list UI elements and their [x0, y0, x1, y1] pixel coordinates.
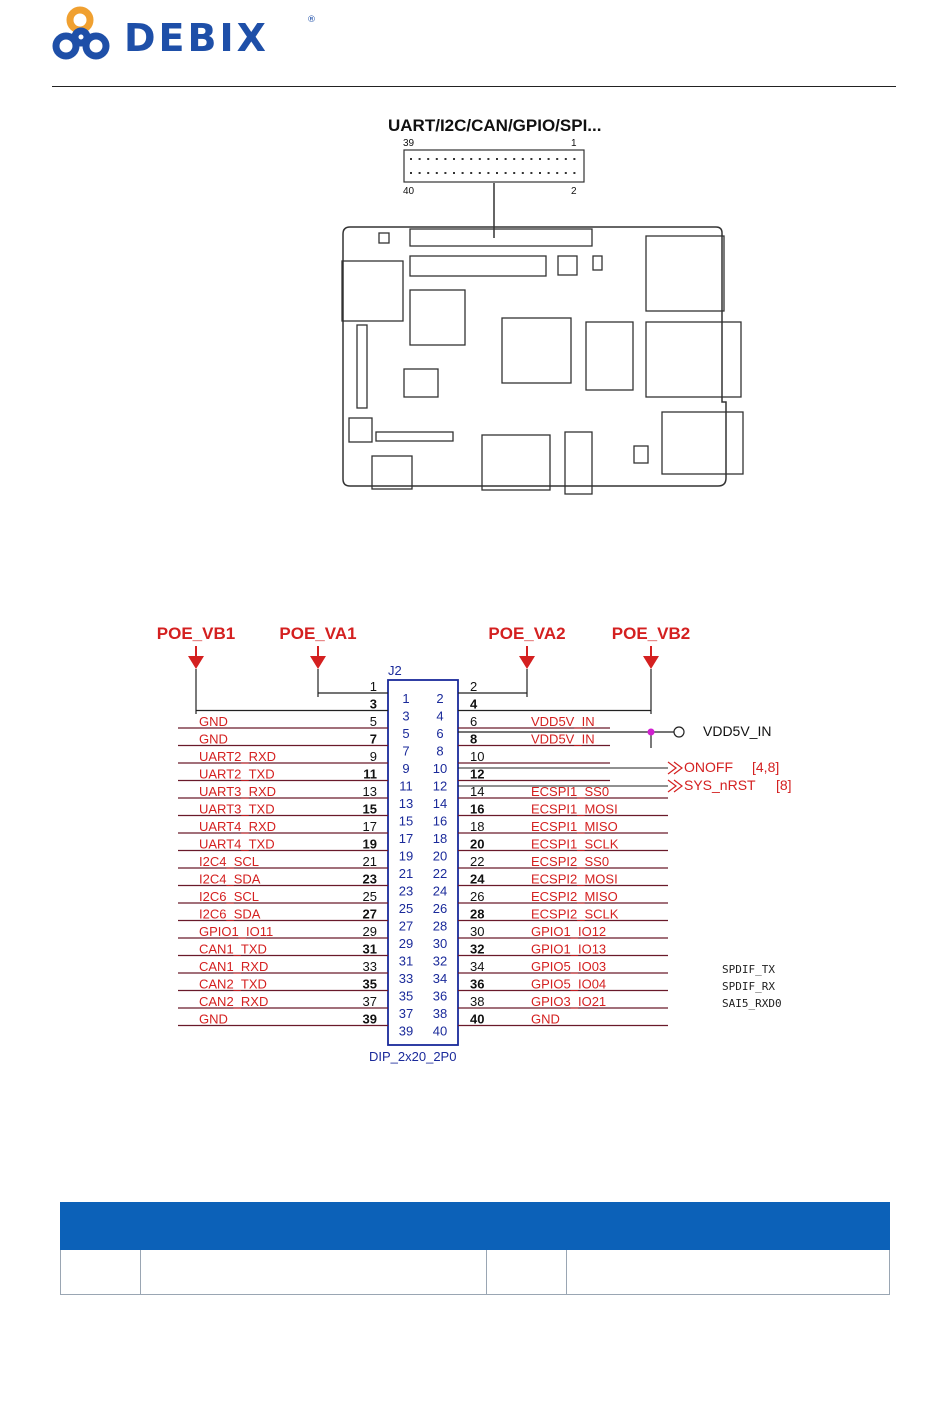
header-pin-dot [522, 158, 524, 160]
net-label-left: CAN2_TXD [199, 976, 267, 992]
net-label-left: UART3_TXD [199, 801, 275, 817]
pin-number-left: 37 [362, 994, 377, 1009]
poe-label: POE_VB1 [156, 624, 236, 643]
connector-pin-right: 38 [432, 1006, 448, 1021]
power-net-label: VDD5V_IN [703, 723, 772, 739]
table-header-cell [140, 1203, 486, 1250]
net-label-right: GPIO5_IO03 [531, 959, 607, 974]
connector-pin-left: 37 [398, 1006, 414, 1021]
header-pin-dot [470, 172, 472, 174]
pin-number-left: 21 [362, 854, 377, 869]
net-label-left: CAN2_RXD [199, 994, 269, 1009]
net-label-right: GPIO5_IO04 [531, 976, 607, 992]
net-label-left: UART2_RXD [199, 749, 277, 764]
header-pin-dot [530, 158, 532, 160]
net-label-right: VDD5V_IN [531, 714, 595, 729]
connector-pin-right: 30 [432, 936, 448, 951]
pin-number-left: 19 [362, 836, 377, 852]
net-label-right: ECSPI2_MISO [531, 889, 618, 904]
connector-pin-right: 8 [436, 743, 444, 759]
connector-pin-left: 15 [398, 813, 414, 829]
header-pin-dot [419, 158, 421, 160]
header-pin-dot [565, 158, 567, 160]
net-label-right: ECSPI1_SCLK [531, 836, 619, 852]
pin-number-left: 9 [369, 749, 377, 764]
header-pin-dot [453, 172, 455, 174]
table-header-cell [487, 1203, 567, 1250]
connector-pin-right: 28 [432, 918, 448, 934]
connector-pin-left: 23 [398, 883, 414, 899]
connector-pin-right: 2 [436, 691, 444, 706]
note-2: SPDIF_RX [722, 980, 775, 993]
pin-number-right: 12 [470, 766, 485, 782]
connector-pin-left: 17 [398, 831, 414, 846]
connector-pin-right: 20 [432, 848, 448, 864]
net-label-right: VDD5V_IN [531, 731, 595, 747]
header-pin-dot [410, 172, 412, 174]
connector-pin-left: 7 [402, 743, 410, 759]
offpage-ref: [4,8] [752, 759, 780, 775]
junction-dot [648, 729, 655, 736]
pin-number-right: 34 [470, 959, 485, 974]
pin-number-left: 3 [369, 696, 377, 712]
connector-ref: J2 [388, 663, 402, 678]
connector-pin-right: 10 [432, 761, 448, 776]
header-pin-dot [444, 172, 446, 174]
table-cell [61, 1250, 141, 1295]
pin-number-left: 15 [362, 801, 377, 817]
pin-label-39: 39 [403, 138, 415, 149]
pin-label-40: 40 [403, 186, 415, 197]
offpage-ref: [8] [776, 777, 792, 793]
connector-pin-right: 24 [432, 883, 448, 899]
header-pin-dot [462, 172, 464, 174]
connector-pin-left: 35 [398, 988, 414, 1004]
poe-label: POE_VB2 [611, 624, 691, 643]
net-label-left: I2C6_SDA [199, 906, 261, 922]
connector-pin-left: 27 [398, 918, 414, 934]
pin-number-left: 39 [362, 1011, 377, 1027]
header-pin-dot [565, 172, 567, 174]
pin-number-left: 31 [362, 941, 377, 957]
pin-number-right: 8 [470, 731, 478, 747]
net-label-right: GPIO1_IO12 [531, 924, 607, 939]
connector-pin-left: 31 [398, 953, 414, 969]
connector-title: UART/I2C/CAN/GPIO/SPI... [388, 116, 602, 135]
net-label-left: I2C4_SCL [199, 854, 259, 869]
net-label-right: ECSPI1_MISO [531, 819, 618, 834]
connector-pin-left: 1 [402, 691, 410, 706]
pin-number-left: 13 [362, 784, 377, 799]
header-pin-dot [513, 158, 515, 160]
net-label-left: GND [199, 731, 228, 747]
pin-rows [178, 679, 668, 1039]
connector-pin-right: 32 [432, 953, 448, 969]
pin-label-2: 2 [571, 186, 577, 197]
note-1: SPDIF_TX [722, 963, 775, 976]
pin-number-right: 30 [470, 924, 485, 939]
offpage-arrow-icon [668, 762, 676, 774]
pin-number-left: 27 [362, 906, 377, 922]
connector-pin-left: 9 [402, 761, 410, 776]
net-label-left: GND [199, 1011, 228, 1027]
pin-number-right: 28 [470, 906, 485, 922]
connector-pin-right: 6 [436, 726, 444, 741]
connector-pin-right: 4 [436, 708, 444, 724]
header-connector-outline [404, 150, 584, 182]
connector-pin-right: 40 [432, 1023, 448, 1039]
pin-number-right: 10 [470, 749, 485, 764]
pin-number-right: 36 [470, 976, 485, 992]
pin-number-left: 11 [363, 766, 377, 782]
net-label-left: CAN1_TXD [199, 941, 267, 957]
down-arrow-icon [188, 656, 204, 669]
svg-text:®: ® [307, 15, 316, 25]
net-label-right: ECSPI2_SS0 [531, 854, 610, 869]
connector-pin-left: 19 [398, 848, 414, 864]
connector-pin-right: 36 [432, 988, 448, 1004]
pin-label-1: 1 [571, 138, 577, 149]
pin-number-right: 22 [470, 854, 485, 869]
header-pin-dot [479, 158, 481, 160]
connector-footprint: DIP_2x20_2P0 [369, 1049, 457, 1064]
connector-pin-left: 3 [402, 708, 410, 724]
connector-pin-right: 22 [432, 866, 448, 881]
header-pin-dot [556, 172, 558, 174]
header-pin-dot [513, 172, 515, 174]
poe-labels [157, 624, 690, 714]
pin-number-right: 2 [470, 679, 478, 694]
vdd5v-connection [458, 723, 771, 748]
pin-number-left: 29 [362, 924, 377, 939]
pin-number-left: 23 [362, 871, 377, 887]
connector-pin-right: 34 [432, 971, 448, 986]
connector-pin-right: 26 [432, 901, 448, 916]
header-pin-dot [427, 158, 429, 160]
net-label-right: GPIO1_IO13 [531, 941, 607, 957]
header-pin-dot [487, 172, 489, 174]
pin-number-right: 16 [470, 801, 485, 817]
header-pin-dot [436, 172, 438, 174]
board-outline [343, 227, 726, 486]
poe-label: POE_VA2 [488, 624, 566, 643]
pin-number-left: 5 [369, 714, 377, 729]
header-pin-dot [522, 172, 524, 174]
down-arrow-icon [643, 656, 659, 669]
pin-number-right: 4 [470, 696, 478, 712]
header-pin-dot [470, 158, 472, 160]
connector-pin-right: 16 [432, 813, 448, 829]
board-figure [342, 116, 743, 494]
down-arrow-icon [519, 656, 535, 669]
table-header-cell [567, 1203, 890, 1250]
net-label-right: ECSPI1_SS0 [531, 784, 610, 799]
connector-pin-left: 21 [398, 866, 414, 881]
header-pin-dot [548, 172, 550, 174]
header-pin-dot [505, 158, 507, 160]
header-pin-dot [479, 172, 481, 174]
pin-table [60, 1202, 890, 1295]
pin-number-right: 24 [470, 871, 485, 887]
net-label-left: UART4_TXD [199, 836, 275, 852]
pin-number-right: 6 [470, 714, 478, 729]
offpage-net: ONOFF [684, 759, 733, 775]
table-cell [567, 1250, 890, 1295]
table-cell [140, 1250, 486, 1295]
net-label-left: GND [199, 714, 228, 729]
down-arrow-icon [310, 656, 326, 669]
table-cell [487, 1250, 567, 1295]
net-label-left: GPIO1_IO11 [199, 924, 274, 939]
header-pin-dot [487, 158, 489, 160]
pin-number-left: 33 [362, 959, 377, 974]
pin-number-right: 26 [470, 889, 485, 904]
pin-number-left: 1 [369, 679, 377, 694]
net-label-left: UART4_RXD [199, 819, 277, 834]
offpage-net: SYS_nRST [684, 777, 756, 793]
header-pin-dot [556, 158, 558, 160]
connector-pin-right: 18 [432, 831, 448, 846]
header-pin-dot [410, 158, 412, 160]
logo-wordmark: DEBIX [124, 16, 269, 60]
pin-number-right: 38 [470, 994, 485, 1009]
table-row [61, 1250, 890, 1295]
header-pin-dot [453, 158, 455, 160]
connector-pin-left: 33 [398, 971, 414, 986]
notes [722, 963, 782, 1010]
connector-pin-right: 12 [432, 778, 448, 794]
power-port-icon [674, 727, 684, 737]
net-label-right: ECSPI2_SCLK [531, 906, 619, 922]
pin-number-right: 14 [470, 784, 485, 799]
connector-pin-left: 11 [399, 778, 413, 794]
schematic [157, 624, 792, 1064]
connector-pin-left: 39 [398, 1023, 414, 1039]
net-label-left: UART3_RXD [199, 784, 277, 799]
net-label-left: I2C4_SDA [199, 871, 261, 887]
net-label-left: CAN1_RXD [199, 959, 269, 974]
header-pin-dot [573, 158, 575, 160]
table-header-row [61, 1203, 890, 1250]
header-pin-dot [496, 158, 498, 160]
header-pin-dot [427, 172, 429, 174]
header-pin-dot [496, 172, 498, 174]
note-3: SAI5_RXD0 [722, 997, 782, 1010]
net-label-right: GND [531, 1011, 560, 1027]
board-components [342, 229, 743, 494]
connector-pin-right: 14 [432, 796, 448, 811]
pin-number-left: 17 [362, 819, 377, 834]
net-label-left: UART2_TXD [199, 766, 275, 782]
table-header-cell [61, 1203, 141, 1250]
net-label-left: I2C6_SCL [199, 889, 259, 904]
net-label-right: ECSPI2_MOSI [531, 871, 618, 887]
pin-number-right: 18 [470, 819, 485, 834]
net-label-right: ECSPI1_MOSI [531, 801, 618, 817]
connector-pin-left: 29 [398, 936, 414, 951]
pin-number-left: 7 [369, 731, 377, 747]
offpage-arrow-icon [668, 780, 676, 792]
offpage-connectors [458, 759, 792, 793]
pin-number-left: 25 [362, 889, 377, 904]
header-pin-dot [444, 158, 446, 160]
header-pin-dot [505, 172, 507, 174]
pin-number-left: 35 [362, 976, 377, 992]
header-pin-dot [419, 172, 421, 174]
net-label-right: GPIO3_IO21 [531, 994, 607, 1009]
connector-pin-left: 5 [402, 726, 410, 741]
header-pin-dot [548, 158, 550, 160]
header-pin-dot [539, 158, 541, 160]
connector-pin-left: 13 [398, 796, 414, 811]
connector-pin-left: 25 [398, 901, 414, 916]
header-pins [410, 158, 575, 174]
header-pin-dot [462, 158, 464, 160]
pin-number-right: 32 [470, 941, 485, 957]
pin-number-right: 40 [470, 1011, 485, 1027]
pin-number-right: 20 [470, 836, 485, 852]
poe-label: POE_VA1 [279, 624, 357, 643]
header-pin-dot [539, 172, 541, 174]
header-pin-dot [530, 172, 532, 174]
header-pin-dot [573, 172, 575, 174]
header-pin-dot [436, 158, 438, 160]
